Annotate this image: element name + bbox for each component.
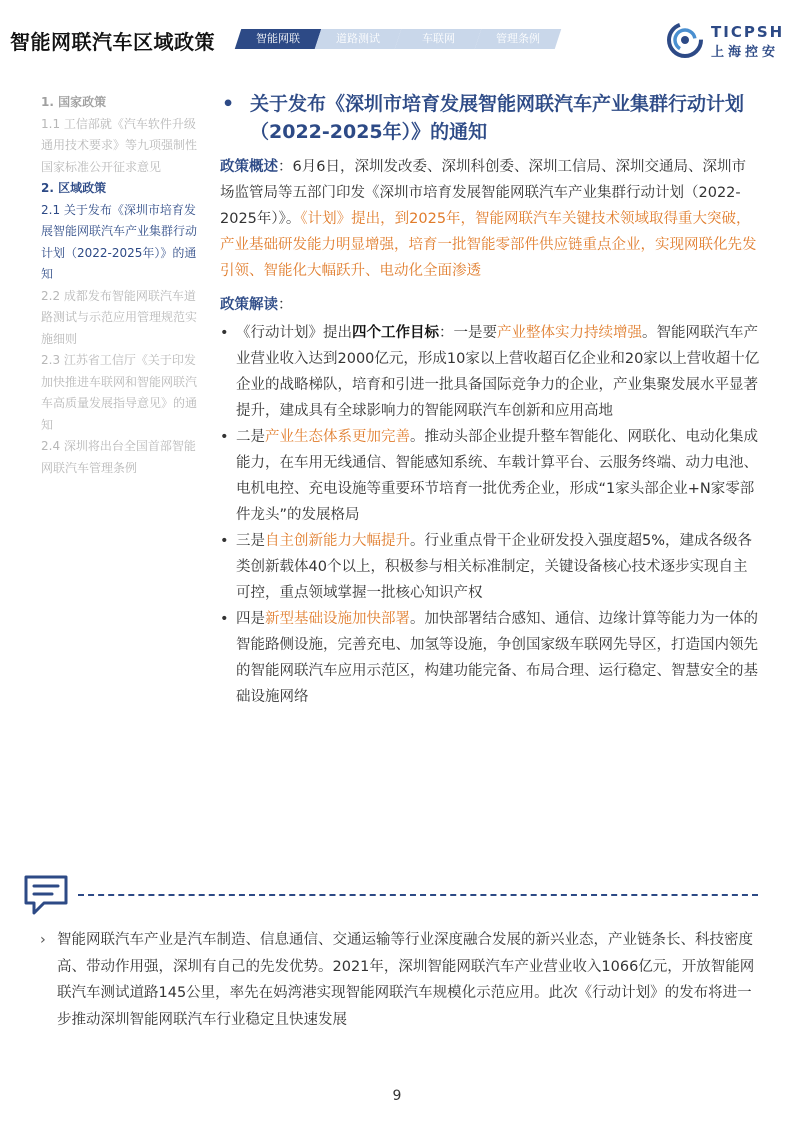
interpretation-heading [220, 292, 760, 318]
list-item [220, 528, 760, 606]
summary-colon: ： [278, 159, 293, 175]
toc-item-2-4[interactable]: 2.4 深圳将出台全国首部智能网联汽车管理条例 [41, 439, 196, 475]
list-item [220, 320, 760, 424]
main-content [220, 90, 760, 710]
bullet-text: 《行动计划》提出 [236, 325, 352, 341]
chevron-right-icon: › [40, 932, 46, 948]
bullet-text: 。推动头部企业提升整车智能化、网联化、电动化集成能力，在车用无线通信、智能感知系统、车载计算平台、云服务终端、动力电池、电机电控、充电设施等重要环节培育一批优秀企业，形成“1家头部企业+N家零部件龙头”的发展格局 [236, 429, 758, 523]
interpretation-label: 政策解读 [220, 297, 278, 313]
bullet-dot: • [220, 325, 229, 341]
logo-swirl-icon [667, 22, 703, 58]
bullet-highlight: 产业整体实力持续增强 [497, 325, 642, 341]
logo-text-en: TICPSH [711, 23, 785, 41]
bullet-text: 四是 [236, 611, 265, 627]
toc-item-2-2[interactable]: 2.2 成都发布智能网联汽车道路测试与示范应用管理规范实施细则 [41, 288, 198, 346]
bullet-text: 。加快部署结合感知、通信、边缘计算等能力为一体的智能路侧设施，完善充电、加氢等设施，争创国家级车联网先导区，打造国内领先的智能网联汽车应用示范区，构建功能完备、布局合理、运行稳定、智慧安全的基础设施网络 [236, 611, 758, 705]
article-title-text: 关于发布《深圳市培育发展智能网联汽车产业集群行动计划（2022-2025年）》的通知 [250, 93, 745, 143]
commentary-note [40, 927, 765, 1033]
page-number: 9 [392, 1088, 402, 1104]
bullet-text: 三是 [236, 533, 265, 549]
toc-item-1-1[interactable]: 1.1 工信部就《汽车软件升级通用技术要求》等九项强制性国家标准公开征求意见 [41, 116, 198, 174]
bullet-text: 。智能网联汽车产业营业收入达到2000亿元，形成10家以上营收超百亿企业和20家以上营收超十亿企业的战略梯队，培育和引进一批具备国际竞争力的企业，产业集聚发展水平显著提升，建成具有全球影响力的智能网联汽车创新和应用高地 [236, 325, 760, 419]
bullet-highlight: 产业生态体系更加完善 [265, 429, 410, 445]
article-title [220, 90, 760, 146]
tab-road-testing[interactable]: 道路测试 [315, 29, 401, 49]
toc-section-regional[interactable]: 2. 区域政策 [41, 181, 107, 195]
policy-summary [220, 154, 760, 284]
logo-text-cn: 上海控安 [711, 45, 780, 60]
bullet-bold: 四个工作目标 [352, 325, 439, 341]
summary-label: 政策概述 [220, 159, 278, 175]
summary-highlight: 《计划》提出，到2025年，智能网联汽车关键技术领域取得重大突破，产业基础研发能力明显增强，培育一批智能零部件供应链重点企业，实现网联化先发引领、智能化大幅跃升、电动化全面渗透 [220, 211, 757, 279]
list-item [220, 424, 760, 528]
bullet-dot: • [220, 533, 229, 549]
bullet-highlight: 自主创新能力大幅提升 [265, 533, 410, 549]
bullet-text: 二是 [236, 429, 265, 445]
tab-intelligent-connected[interactable]: 智能网联 [235, 29, 321, 49]
summary-text: 6月6日，深圳发改委、深圳科创委、深圳工信局、深圳交通局、深圳市场监管局等五部门印发《深圳市培育发展智能网联汽车产业集群行动计划（2022-2025年）》。 [220, 159, 746, 227]
bullet-text: ：一是要 [439, 325, 497, 341]
bullet-text: 。行业重点骨干企业研发投入强度超5%，建成各级各类创新载体40个以上，积极参与相关标准制定，关键设备核心技术逐步实现自主可控，重点领域掌握一批核心知识产权 [236, 533, 753, 601]
list-item [220, 606, 760, 710]
interpretation-list [220, 320, 760, 710]
dashed-divider [78, 894, 758, 896]
page-header [0, 0, 794, 80]
toc-item-2-3[interactable]: 2.3 江苏省工信厅《关于印发加快推进车联网和智能网联汽车高质量发展指导意见》的通知 [41, 353, 198, 432]
bullet-dot: • [220, 611, 229, 627]
tab-v2x[interactable]: 车联网 [395, 29, 481, 49]
document-title: 智能网联汽车区域政策 [10, 30, 215, 54]
chat-note-icon [22, 873, 70, 917]
interpretation-colon: ： [278, 297, 293, 313]
table-of-contents [41, 92, 201, 479]
company-logo [667, 22, 787, 58]
title-bullet: • [222, 93, 235, 115]
bullet-dot: • [220, 429, 229, 445]
tab-regulations[interactable]: 管理条例 [475, 29, 561, 49]
bullet-highlight: 新型基础设施加快部署 [265, 611, 410, 627]
toc-item-2-1[interactable]: 2.1 关于发布《深圳市培育发展智能网联汽车产业集群行动计划（2022-2025年）》的通知 [41, 202, 198, 281]
note-text: 智能网联汽车产业是汽车制造、信息通信、交通运输等行业深度融合发展的新兴业态，产业链条长、科技密度高、带动作用强，深圳有自己的先发优势。2021年，深圳智能网联汽车产业营业收入1066亿元，开放智能网联汽车测试道路145公里，率先在妈湾港实现智能网联汽车规模化示范应用。此次《行动计划》的发布将进一步推动深圳智能网联汽车行业稳定且快速发展 [57, 932, 755, 1028]
toc-section-national[interactable]: 1. 国家政策 [41, 95, 107, 109]
